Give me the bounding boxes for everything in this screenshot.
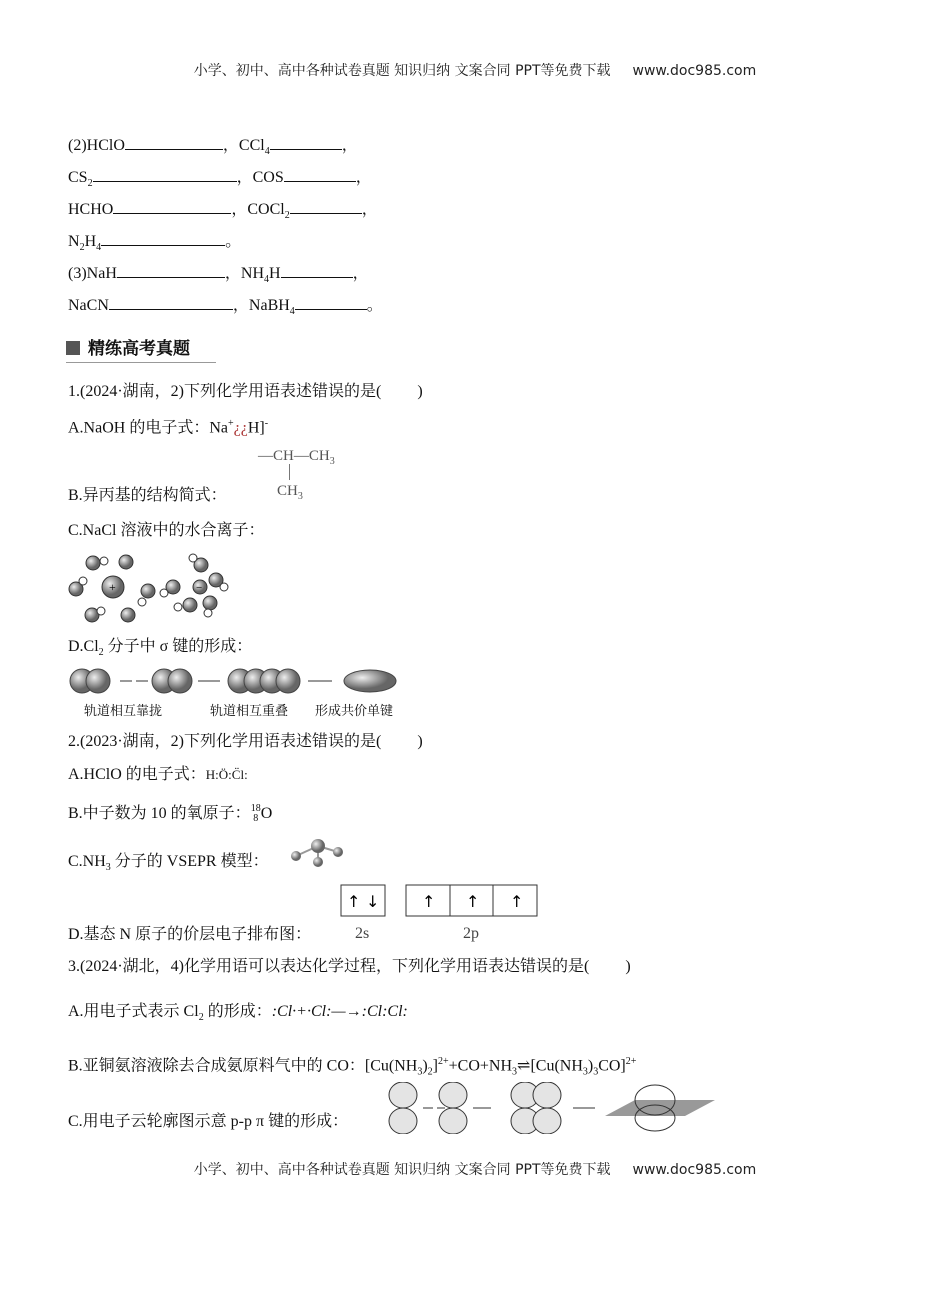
fill-line-6: NaCN ，NaBH$_4$ 。 [68, 297, 383, 318]
svg-text:↑: ↑ [422, 892, 436, 911]
q3-option-a[interactable]: A.用电子式表示 $Cl_2$ 的形成：:Cl·+·Cl:—→:Cl:Cl: [68, 1003, 408, 1024]
answer-blank[interactable] [295, 295, 367, 310]
section-icon [66, 341, 80, 355]
question-1-stem: 1.(2024·湖南，2)下列化学用语表述错误的是( ) [68, 383, 423, 400]
isopropyl-methyl: $CH_3$ [277, 483, 303, 502]
isopropyl-structure: $—CH—CH_3$ [258, 448, 335, 467]
pi-bond-figure [385, 1082, 725, 1134]
answer-blank[interactable] [281, 263, 353, 278]
q2-option-b[interactable]: B.中子数为 10 的氧原子：18 8 O [68, 803, 273, 824]
answer-blank[interactable] [290, 199, 362, 214]
fill-line-1: (2)HClO ，CCl$_4$ ， [68, 137, 358, 158]
sigma-bond-figure [68, 667, 413, 695]
page-header [0, 60, 950, 80]
svg-text:+: + [109, 580, 116, 594]
bond-line [289, 464, 290, 480]
svg-text:↓: ↓ [366, 892, 380, 911]
answer-blank[interactable] [117, 263, 225, 278]
header-text: 小学、初中、高中各种试卷真题 知识归纳 文案合同 PPT等免费下载 [193, 63, 611, 79]
q1-option-a[interactable]: A.NaOH 的电子式：Na+¿¿H]- [68, 418, 269, 437]
header-url[interactable]: www.doc985.com [632, 63, 757, 79]
svg-text:−: − [196, 582, 203, 594]
q1-option-c[interactable]: C.NaCl 溶液中的水合离子： [68, 522, 265, 539]
answer-blank[interactable] [113, 199, 231, 214]
page-footer [0, 1159, 950, 1179]
footer-url[interactable]: www.doc985.com [632, 1162, 757, 1178]
answer-blank[interactable] [270, 135, 342, 150]
svg-text:↑: ↑ [466, 892, 480, 911]
q2-option-d[interactable]: D.基态 N 原子的价层电子排布图： [68, 926, 312, 943]
svg-text:↑: ↑ [347, 892, 361, 911]
figure-caption: 形成共价单键 [315, 704, 394, 719]
orbital-label-2s: 2s [355, 925, 370, 942]
q3-option-c[interactable]: C.用电子云轮廓图示意 p-p π 键的形成： [68, 1113, 349, 1130]
fill-line-2: $CS_2$ ，COS ， [68, 169, 372, 190]
answer-blank[interactable] [93, 167, 237, 182]
hydrated-ions-figure [68, 553, 248, 625]
vsepr-model-figure [290, 838, 346, 868]
answer-blank[interactable] [284, 167, 356, 182]
answer-blank[interactable] [101, 231, 225, 246]
question-3-stem: 3.(2024·湖北，4)化学用语可以表达化学过程，下列化学用语表达错误的是( ) [68, 958, 631, 975]
q3-option-b[interactable]: B.亚铜氨溶液除去合成氨原料气中的 CO：$[Cu(NH_3)_2]^{2+}+CO+NH_3\rightleftharpoons[Cu(NH_3)_3CO]^{2+}$ [68, 1056, 637, 1078]
orbital-label-2p: 2p [463, 925, 479, 942]
svg-text:↑: ↑ [510, 892, 524, 911]
fill-line-3: HCHO ，COCl$_2$ ， [68, 201, 378, 222]
fill-line-4: $N_2H_4$ 。 [68, 233, 242, 254]
figure-caption: 轨道相互靠拢 [84, 704, 163, 719]
q2-option-a[interactable]: A.HClO 的电子式：H:Ö:C̈l: [68, 766, 248, 783]
figure-caption: 轨道相互重叠 [210, 704, 289, 719]
answer-blank[interactable] [125, 135, 223, 150]
fill-line-5: (3)NaH ，$NH_4H$ ， [68, 265, 369, 286]
answer-blank[interactable] [109, 295, 233, 310]
question-2-stem: 2.(2023·湖南，2)下列化学用语表述错误的是( ) [68, 733, 423, 750]
footer-text: 小学、初中、高中各种试卷真题 知识归纳 文案合同 PPT等免费下载 [193, 1162, 611, 1178]
q1-option-d[interactable]: $D.Cl_2$ 分子中 σ 键的形成： [68, 638, 253, 659]
section-title: 精练高考真题 [66, 334, 216, 363]
orbital-diagram [340, 884, 540, 918]
q1-option-b[interactable]: B.异丙基的结构简式： [68, 487, 227, 504]
q2-option-c[interactable]: $C.NH_3$ 分子的 VSEPR 模型： [68, 853, 269, 874]
